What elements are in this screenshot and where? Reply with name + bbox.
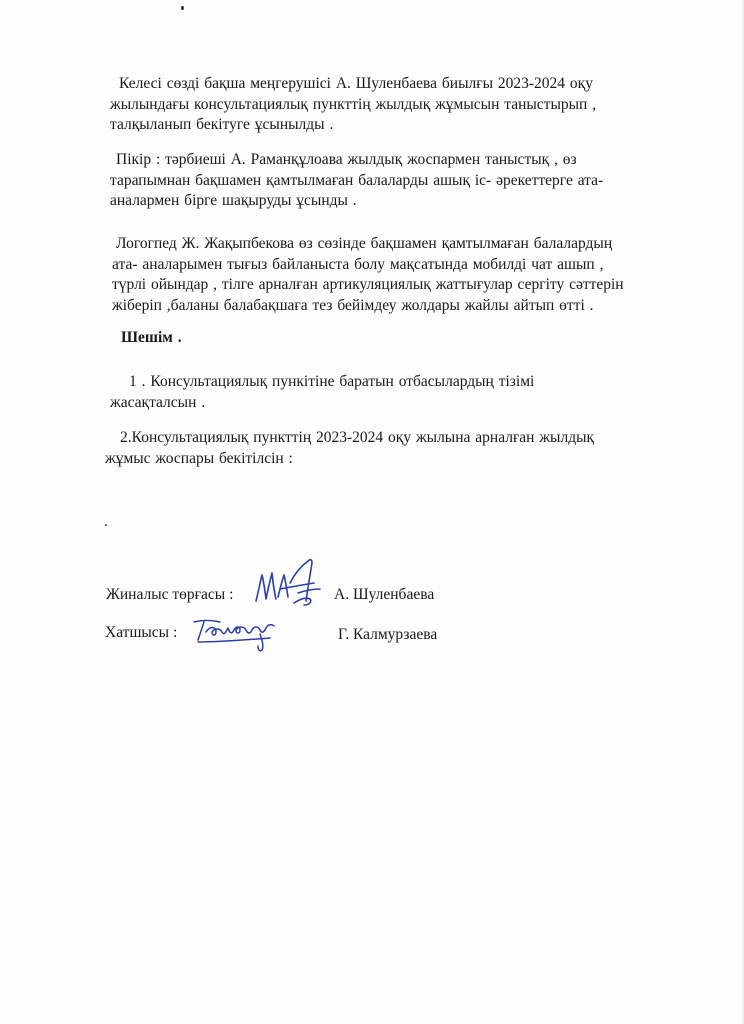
- text-line: тарапымнан бақшамен қамтылмаған балаларды ашық іс- әрекеттерге ата-: [110, 171, 604, 189]
- chair-signature-row: [106, 586, 233, 604]
- text-line: жасақталсын .: [110, 393, 206, 411]
- secretary-name: Г. Калмурзаева: [338, 626, 438, 643]
- paragraph-speech-therapist: [112, 234, 624, 316]
- secretary-signature-row: [105, 624, 177, 642]
- decision-item-2: [105, 428, 594, 469]
- scan-speck: [181, 6, 184, 10]
- decision-item-1: [110, 372, 534, 413]
- text-line: аналармен бірге шақыруды ұсынды .: [110, 192, 357, 209]
- text-line: 1 . Консультациялық пункітіне баратын отбасылардың тізімі: [129, 373, 535, 390]
- text-line: жылындағы консультациялық пункттің жылдық жұмысын таныстырып ,: [110, 95, 597, 113]
- stray-dot: .: [104, 513, 108, 530]
- secretary-label: Хатшысы :: [105, 624, 178, 641]
- chair-label: Жиналыс төрғасы :: [106, 586, 234, 603]
- text-line: Келесі сөзді бақша меңгерушісі А. Шуленбаева биылғы 2023-2024 оқу: [119, 75, 593, 92]
- chair-name: А. Шуленбаева: [334, 586, 435, 603]
- chair-signature-image: [250, 553, 330, 609]
- text-line: түрлі ойындар , тілге арналған артикуляциялық жаттығулар сергіту сәттерін: [112, 276, 624, 293]
- paragraph-opinion: [110, 150, 603, 212]
- text-line: талқыланып бекітуге ұсынылды .: [110, 116, 334, 133]
- decision-heading: Шешім .: [121, 329, 182, 346]
- text-line: Пікір : тәрбиеші А. Раманқұлоава жылдық жоспармен таныстық , өз: [116, 151, 577, 168]
- text-line: жұмыс жоспары бекітілсін :: [105, 449, 293, 467]
- secretary-signature-image: [190, 612, 290, 654]
- paragraph-head-report: [110, 74, 596, 136]
- text-line: ата- аналарымен тығыз байланыста болу мақсатында мобилді чат ашып ,: [112, 255, 604, 273]
- text-line: жіберіп ,баланы балабақшаға тез бейімдеу жолдары жайлы айтып өтті .: [112, 296, 594, 314]
- text-line: 2.Консультациялық пункттің 2023-2024 оқу жылына арналған жылдық: [120, 429, 595, 446]
- text-line: Логогпед Ж. Жақыпбекова өз сөзінде бақшамен қамтылмаған балалардың: [116, 235, 613, 252]
